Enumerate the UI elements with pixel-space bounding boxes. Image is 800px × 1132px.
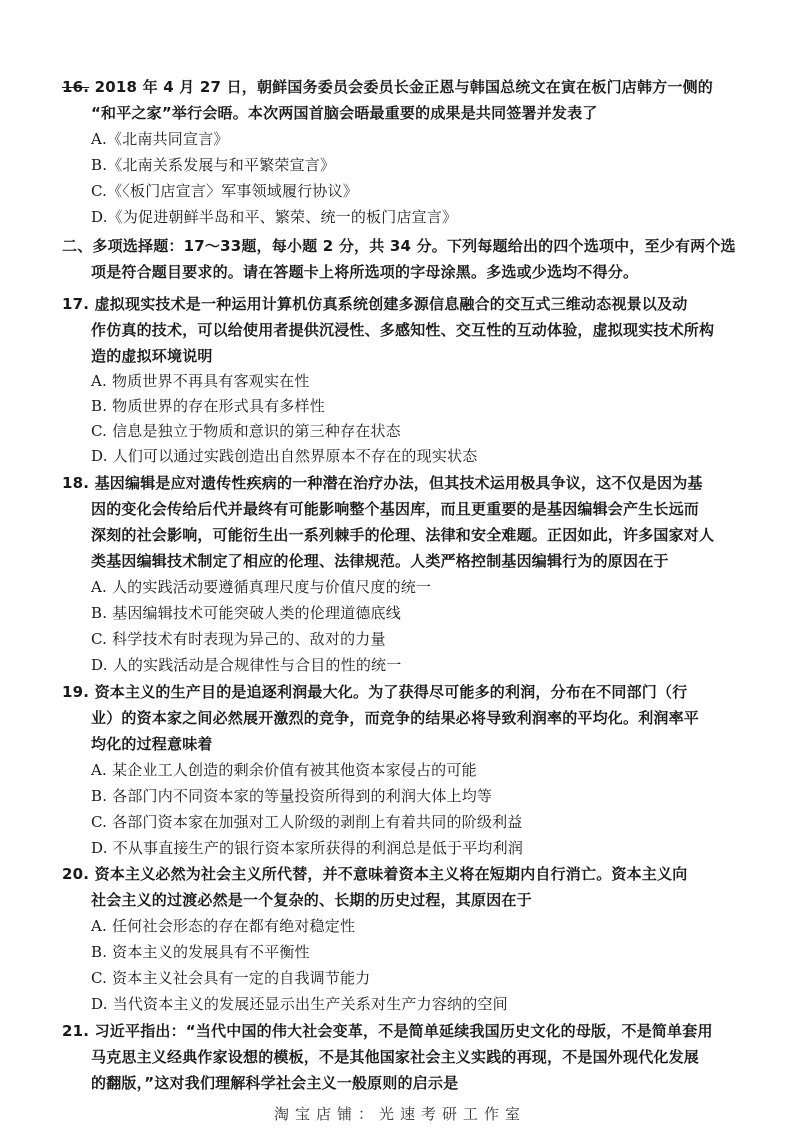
q16-stem-line-1: [62, 76, 713, 98]
q20-option-d: D. 当代资本主义的发展还显示出生产关系对生产力容纳的空间: [91, 995, 508, 1013]
q18-option-d: D. 人的实践活动是合规律性与合目的性的统一: [91, 656, 402, 674]
q16-option-c: C.《〈板门店宣言〉军事领域履行协议》: [91, 182, 359, 200]
q18-option-b: B. 基因编辑技术可能突破人类的伦理道德底线: [91, 604, 401, 622]
q16-option-b: B.《北南关系发展与和平繁荣宣言》: [91, 156, 336, 174]
q18-stem-line-1: 18. 基因编辑是应对遗传性疾病的一种潜在治疗办法，但其技术运用极具争议，这不仅是因为基: [62, 474, 703, 492]
q19-stem-line-3: 均化的过程意味着: [91, 735, 213, 753]
q21-stem-line-3: 的翻版，”这对我们理解科学社会主义一般原则的启示是: [91, 1074, 459, 1092]
q16-stem-text-1: 2018 年 4 月 27 日，朝鲜国务委员会委员长金正恩与韩国总统文在寅在板门店韩方一侧的: [89, 78, 713, 96]
footer-shop-name: 淘宝店铺：光速考研工作室: [273, 1105, 526, 1123]
q19-stem-line-1: 19. 资本主义的生产目的是追逐利润最大化。为了获得尽可能多的利润，分布在不同部门（行: [62, 683, 688, 701]
q19-option-c: C. 各部门资本家在加强对工人阶级的剥削上有着共同的阶级利益: [91, 813, 523, 831]
section2-instructions-line-1: 二、多项选择题：17～33题，每小题 2 分，共 34 分。下列每题给出的四个选项中，至少有两个选: [62, 237, 736, 255]
q17-option-b: B. 物质世界的存在形式具有多样性: [91, 397, 325, 415]
q17-option-d: D. 人们可以通过实践创造出自然界原本不存在的现实状态: [91, 447, 478, 465]
q16-stem-line-2: “和平之家”举行会晤。本次两国首脑会晤最重要的成果是共同签署并发表了: [91, 104, 598, 122]
q20-stem-line-2: 社会主义的过渡必然是一个复杂的、长期的历史过程，其原因在于: [91, 891, 532, 909]
q18-stem-line-2: 因的变化会传给后代并最终有可能影响整个基因库，而且更重要的是基因编辑会产生长远而: [91, 500, 700, 518]
q17-stem-line-3: 造的虚拟环境说明: [91, 347, 213, 365]
q17-stem-line-1: 17. 虚拟现实技术是一种运用计算机仿真系统创建多源信息融合的交互式三维动态视景以及动: [62, 295, 688, 313]
q18-option-a: A. 人的实践活动要遵循真理尺度与价值尺度的统一: [91, 578, 432, 596]
q16-option-d: D.《为促进朝鲜半岛和平、繁荣、统一的板门店宣言》: [91, 208, 458, 226]
q19-option-a: A. 某企业工人创造的剩余价值有被其他资本家侵占的可能: [91, 761, 477, 779]
q21-stem-line-2: 马克思主义经典作家设想的模板，不是其他国家社会主义实践的再现，不是国外现代化发展: [91, 1048, 700, 1066]
q20-option-b: B. 资本主义的发展具有不平衡性: [91, 943, 310, 961]
q16-number: 16.: [62, 78, 90, 96]
q18-option-c: C. 科学技术有时表现为异己的、敌对的力量: [91, 630, 386, 648]
section2-instructions-line-2: 项是符合题目要求的。请在答题卡上将所选项的字母涂黑。多选或少选均不得分。: [91, 263, 639, 281]
q20-option-a: A. 任何社会形态的存在都有绝对稳定性: [91, 917, 356, 935]
q17-stem-line-2: 作仿真的技术，可以给使用者提供沉浸性、多感知性、交互性的互动体验，虚拟现实技术所构: [91, 321, 715, 339]
q17-option-c: C. 信息是独立于物质和意识的第三种存在状态: [91, 422, 401, 440]
q19-stem-line-2: 业）的资本家之间必然展开激烈的竞争，而竞争的结果必将导致利润率的平均化。利润率平: [91, 709, 700, 727]
q19-option-d: D. 不从事直接生产的银行资本家所获得的利润总是低于平均利润: [91, 839, 524, 857]
q19-option-b: B. 各部门内不同资本家的等量投资所得到的利润大体上均等: [91, 787, 493, 805]
q21-stem-line-1: 21. 习近平指出：“当代中国的伟大社会变革，不是简单延续我国历史文化的母版，不是简单套用: [62, 1022, 713, 1040]
q20-stem-line-1: 20. 资本主义必然为社会主义所代替，并不意味着资本主义将在短期内自行消亡。资本主义向: [62, 865, 688, 883]
q20-option-c: C. 资本主义社会具有一定的自我调节能力: [91, 969, 371, 987]
q17-option-a: A. 物质世界不再具有客观实在性: [91, 372, 310, 390]
q18-stem-line-3: 深刻的社会影响，可能衍生出一系列棘手的伦理、法律和安全难题。正因如此，许多国家对人: [91, 526, 715, 544]
q16-option-a: A.《北南共同宣言》: [91, 130, 229, 148]
q18-stem-line-4: 类基因编辑技术制定了相应的伦理、法律规范。人类严格控制基因编辑行为的原因在于: [91, 552, 669, 570]
